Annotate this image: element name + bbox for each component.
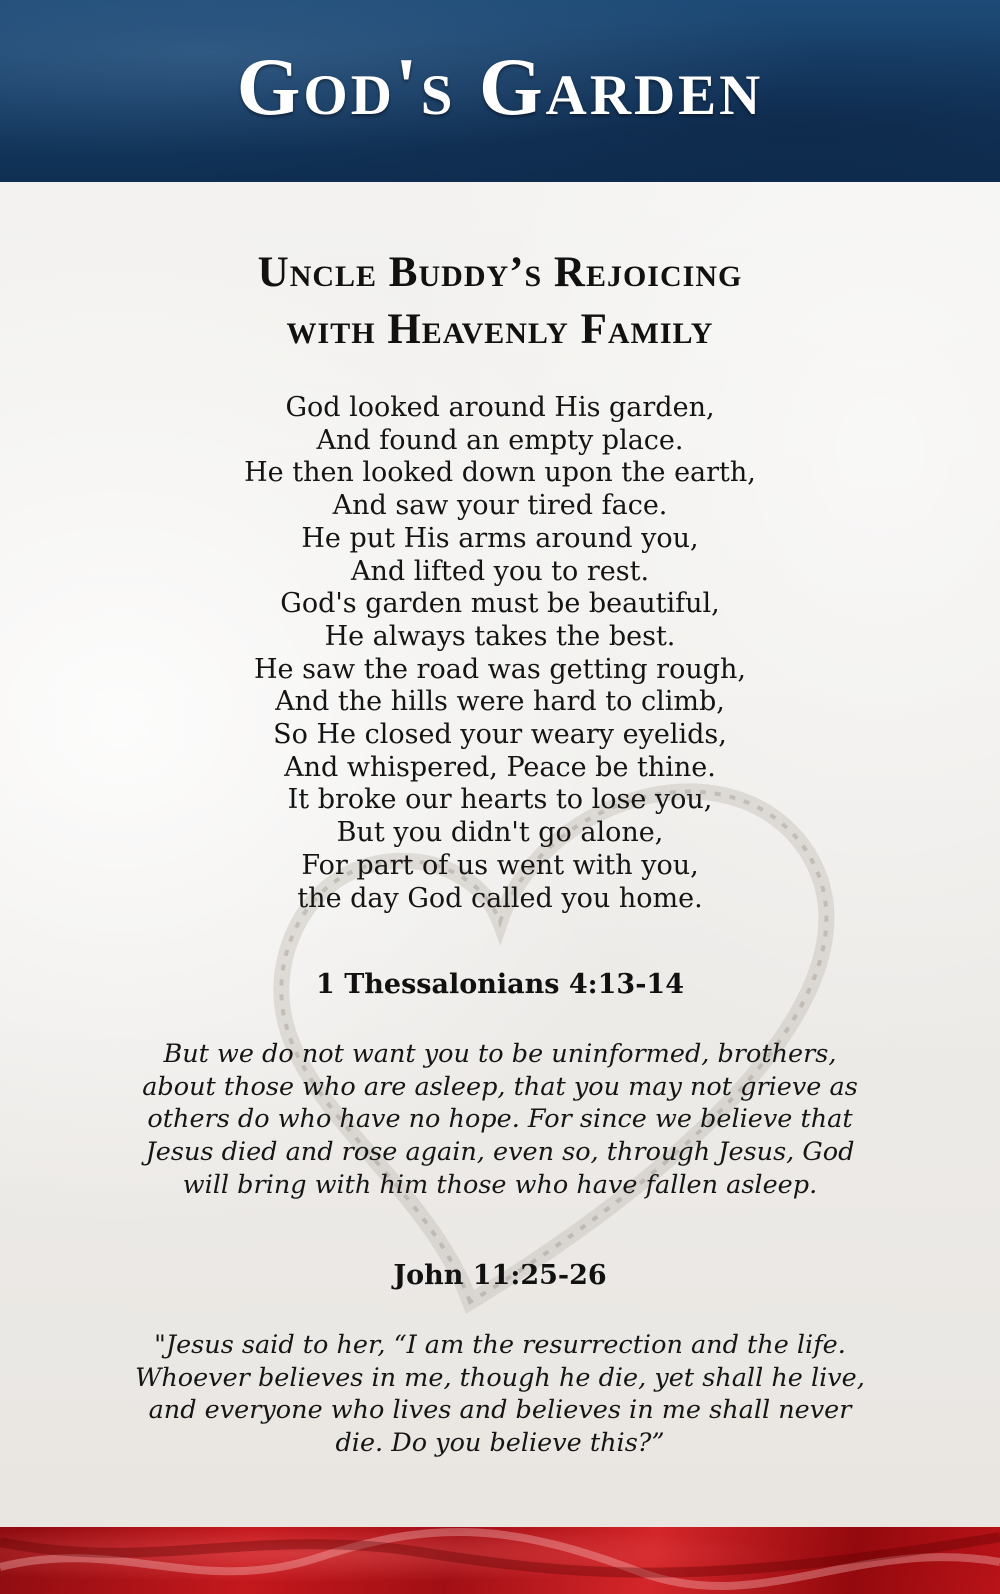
scripture-line: But we do not want you to be uninformed, brothers, [163, 1039, 837, 1069]
scripture-line: others do who have no hope. For since we believe that [147, 1104, 853, 1135]
memorial-title-line-2: with Heavenly Family [286, 306, 714, 353]
footer-red-silk [0, 1527, 1000, 1594]
scripture-reference-1: 1 Thessalonians 4:13-14 [316, 969, 684, 1000]
scripture-line: "Jesus said to her, “I am the resurrection and the life. [154, 1330, 846, 1360]
scripture-line: will bring with him those who have fallen asleep. [182, 1169, 818, 1200]
poem-line: God looked around His garden, [285, 392, 715, 423]
poem-line: God's garden must be beautiful, [280, 588, 720, 620]
poem-line: And saw your tired face. [332, 490, 668, 522]
poem-line: He then looked down upon the earth, [244, 457, 756, 489]
poem-line: So He closed your weary eyelids, [273, 719, 727, 751]
scripture-reference-2: John 11:25-26 [393, 1260, 607, 1291]
poem-line: He saw the road was getting rough, [254, 653, 746, 685]
header-title: God's Garden [236, 41, 764, 132]
scripture-line: die. Do you believe this?” [335, 1428, 665, 1459]
poem-line: He put His arms around you, [301, 522, 699, 554]
poem-line: And lifted you to rest. [350, 555, 650, 587]
memorial-title [0, 244, 1000, 358]
memorial-title-line-1: Uncle Buddy’s Rejoicing [257, 249, 743, 296]
poem-line: And whispered, Peace be thine. [284, 751, 716, 783]
poem-line: And the hills were hard to climb, [275, 686, 725, 718]
scripture-text-1 [110, 1038, 890, 1202]
poem-line: He always takes the best. [324, 620, 676, 652]
scripture-line: Whoever believes in me, though he die, yet shall he live, [135, 1362, 865, 1393]
poem-line: It broke our hearts to lose you, [287, 784, 713, 816]
header-banner [0, 0, 1000, 182]
poem-line: But you didn't go alone, [336, 817, 664, 849]
poem-line: For part of us went with you, [301, 849, 699, 881]
poem-line: the day God called you home. [297, 882, 703, 914]
scripture-text-2 [110, 1329, 890, 1460]
scripture-line: Jesus died and rose again, even so, through Jesus, God [145, 1137, 855, 1168]
poem [0, 392, 1000, 915]
memorial-card [0, 182, 1000, 1527]
poem-line: And found an empty place. [316, 424, 684, 456]
scripture-line: about those who are asleep, that you may not grieve as [142, 1071, 858, 1102]
silk-folds-decoration [0, 1527, 1000, 1594]
scripture-line: and everyone who lives and believes in me shall never [148, 1395, 852, 1426]
